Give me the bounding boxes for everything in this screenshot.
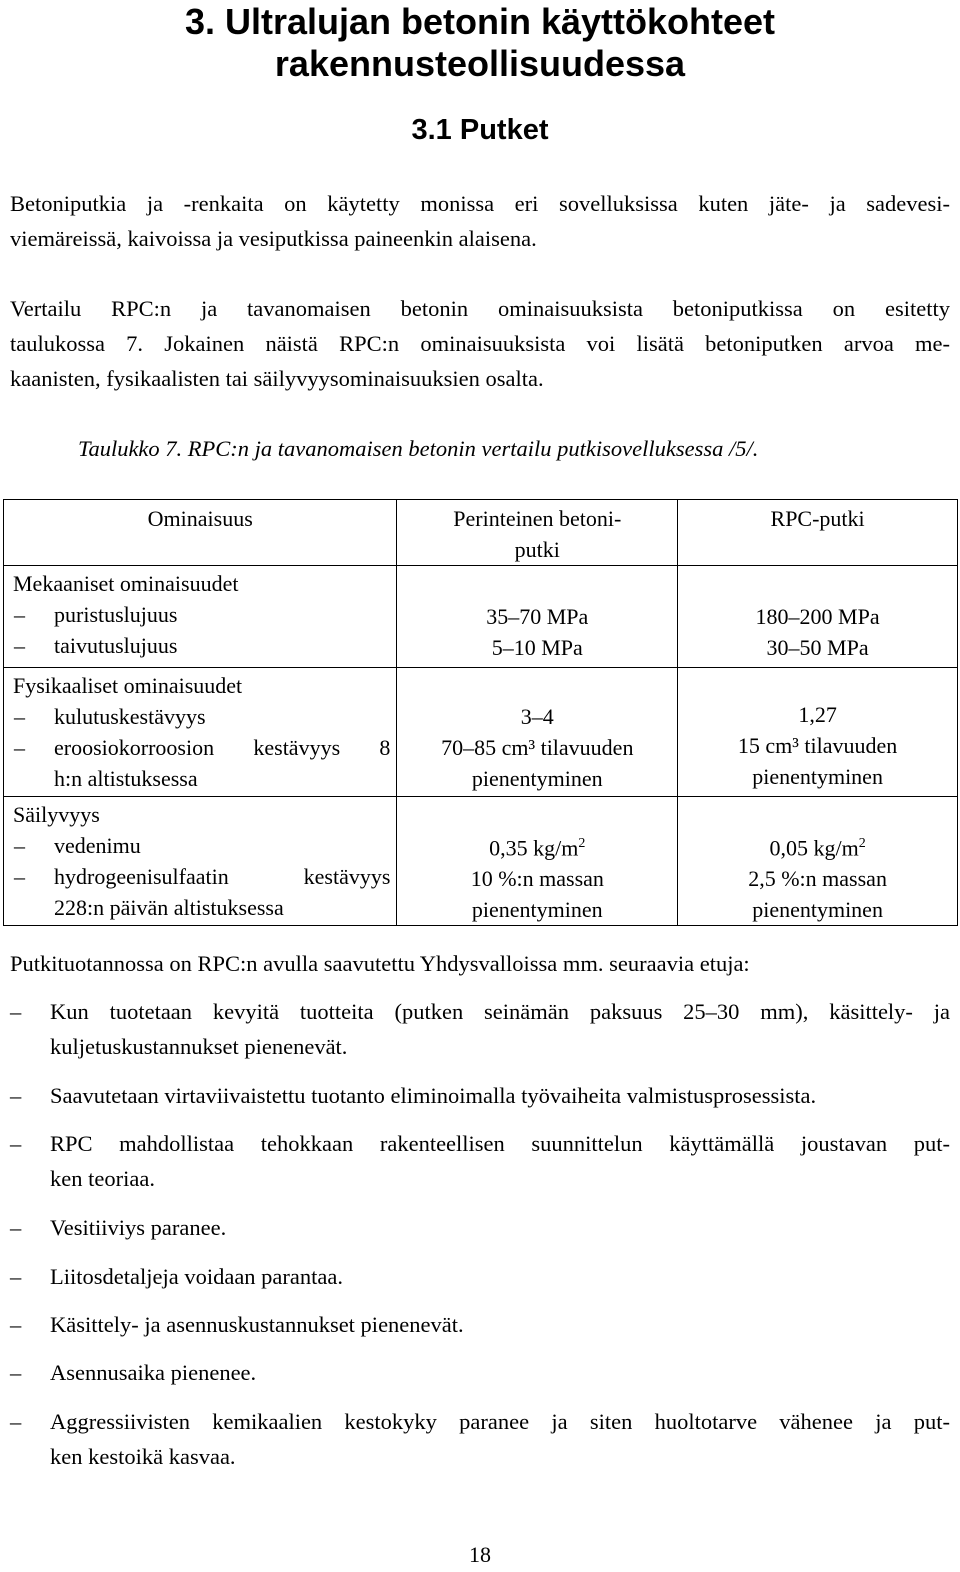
list-item: – Liitosdetaljeja voidaan parantaa.	[10, 1264, 343, 1289]
feature-water-absorption: vedenimu	[54, 833, 141, 858]
rpc-mechanical: 180–200 MPa 30–50 MPa	[678, 566, 958, 668]
feature-compressive: puristuslujuus	[54, 602, 178, 627]
group-durability: Säilyvyys – vedenimu – hydrogeenisulfaatin kestävyys 228:n päivän altistuksessa	[4, 797, 397, 926]
page-number: 18	[469, 1542, 491, 1567]
table-row	[4, 668, 958, 797]
paragraph-comparison-line2: taulukossa 7. Jokainen näistä RPC:n ominaisuuksista voi lisätä betoniputken arvoa me-	[10, 331, 950, 356]
paragraph-comparison-line3: kaanisten, fysikaalisten tai säilyvyysominaisuuksien osalta.	[10, 366, 544, 391]
list-item: – Vesitiiviys paranee.	[10, 1215, 227, 1240]
group-title: Fysikaaliset ominaisuudet	[13, 673, 243, 698]
feature-erosion: eroosiokorroosion kestävyys 8	[54, 735, 391, 760]
section-title: 3.1 Putket	[411, 114, 549, 146]
header-property: Ominaisuus	[4, 500, 397, 566]
group-mechanical: Mekaaniset ominaisuudet – puristuslujuus – taivutuslujuus	[4, 566, 397, 668]
list-item: – Käsittely- ja asennuskustannukset pienenevät.	[10, 1312, 464, 1337]
feature-flexural: taivutuslujuus	[54, 633, 178, 658]
table-header-row	[4, 500, 958, 566]
header-rpc: RPC-putki	[678, 500, 958, 566]
traditional-physical: 3–4 70–85 cm³ tilavuuden pienentyminen	[397, 668, 678, 797]
list-item: – Saavutetaan virtaviivaistettu tuotanto eliminoimalla työvaiheita valmistusprosessista.	[10, 1083, 817, 1108]
list-item: – RPC mahdollistaa tehokkaan rakenteellisen suunnittelun käyttämällä joustavan put- ken teoriaa.	[10, 1131, 950, 1191]
paragraph-benefits-intro: Putkituotannossa on RPC:n avulla saavutettu Yhdysvalloissa mm. seuraavia etuja:	[10, 951, 750, 976]
paragraph-comparison-line1: Vertailu RPC:n ja tavanomaisen betonin ominaisuuksista betoniputkissa on esitetty	[10, 296, 950, 321]
paragraph-intro-line1: Betoniputkia ja -renkaita on käytetty monissa eri sovelluksissa kuten jäte- ja sadevesi-	[10, 191, 950, 216]
list-item: – Kun tuotetaan kevyitä tuotteita (putken seinämän paksuus 25–30 mm), käsittely- ja kuljetuskustannukset pienenevät.	[10, 999, 950, 1059]
feature-hydrogen-sulfate: hydrogeenisulfaatin kestävyys	[54, 864, 391, 889]
comparison-table	[3, 499, 958, 926]
list-item: – Asennusaika pienenee.	[10, 1360, 257, 1385]
feature-abrasion: kulutuskestävyys	[54, 704, 206, 729]
paragraph-intro-line2: viemäreissä, kaivoissa ja vesiputkissa paineenkin alaisena.	[10, 226, 537, 251]
traditional-durability: 0,35 $kg/m^2$ 10 %:n massan pienentyminen	[397, 797, 678, 926]
chapter-title-line2: rakennusteollisuudessa	[274, 43, 686, 84]
paragraph-intro	[10, 186, 950, 256]
rpc-durability: 0,05 $kg/m^2$ 2,5 %:n massan pienentyminen	[678, 797, 958, 926]
list-item: – Aggressiivisten kemikaalien kestokyky paranee ja siten huoltotarve vähenee ja put- ken kestoikä kasvaa.	[10, 1409, 950, 1469]
paragraph-comparison	[10, 291, 950, 396]
chapter-title-line1: 3. Ultralujan betonin käyttökohteet	[184, 1, 776, 42]
group-title: Säilyvyys	[13, 802, 100, 827]
table-row	[4, 566, 958, 668]
header-traditional: Perinteinen betoni- putki	[397, 500, 678, 566]
traditional-mechanical: 35–70 MPa 5–10 MPa	[397, 566, 678, 668]
table-caption: Taulukko 7. RPC:n ja tavanomaisen betonin vertailu putkisovelluksessa /5/.	[78, 436, 759, 461]
rpc-physical: 1,27 15 cm³ tilavuuden pienentyminen	[678, 668, 958, 797]
group-title: Mekaaniset ominaisuudet	[13, 571, 239, 596]
group-physical: Fysikaaliset ominaisuudet – kulutuskestävyys – eroosiokorroosion kestävyys 8 h:n altistuksessa	[4, 668, 397, 797]
table-row	[4, 797, 958, 926]
